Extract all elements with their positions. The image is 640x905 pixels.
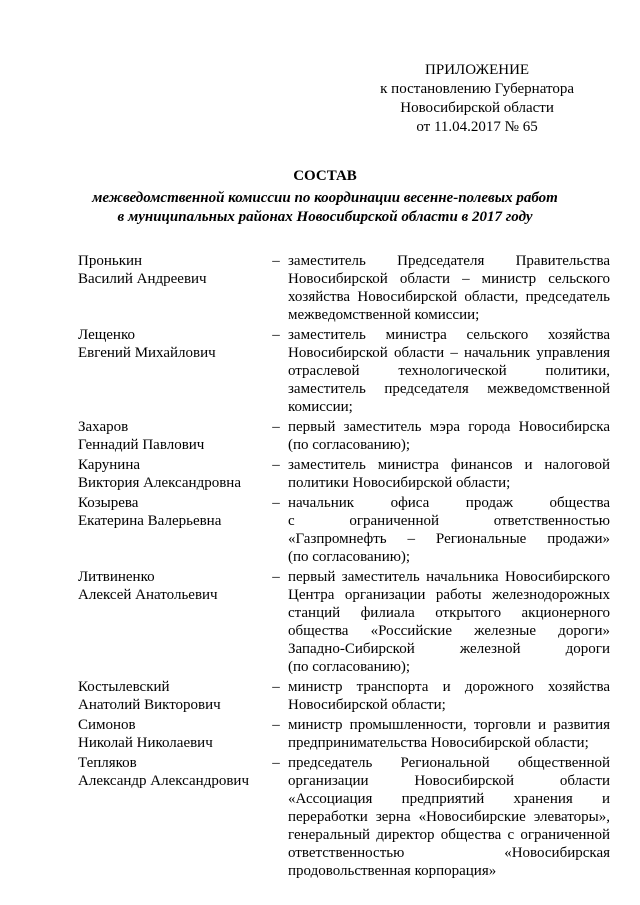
member-role-line: Центра организации работы железнодорожных (288, 587, 610, 603)
member-surname: Лещенко (78, 327, 135, 343)
member-role-line: организации Новосибирской области (288, 773, 610, 789)
member-role-line: «Ассоциация предприятий хранения и (288, 791, 610, 807)
appendix-decree-ref: к постановлению Губернатора (380, 81, 574, 97)
member-role-line: политики Новосибирской области; (288, 475, 511, 491)
member-row (78, 568, 610, 676)
member-role-line: министр промышленности, торговли и развития (288, 717, 610, 733)
member-role-line: предпринимательства Новосибирской области; (288, 735, 589, 751)
member-surname: Литвиненко (78, 569, 155, 585)
member-surname: Тепляков (78, 755, 137, 771)
member-name (78, 716, 264, 752)
member-name (78, 252, 264, 288)
member-role-line: заместитель министра сельского хозяйства (288, 327, 610, 343)
member-role-line: продовольственная корпорация» (288, 863, 497, 879)
document-title (70, 167, 580, 227)
member-given-names: Геннадий Павлович (78, 437, 205, 453)
member-role-line: заместитель председателя межведомственной (288, 381, 610, 397)
member-role-line: заместитель Председателя Правительства (288, 253, 610, 269)
member-name (78, 418, 264, 454)
member-role-line: Новосибирской области – министр сельского (288, 271, 610, 287)
member-role-line: отраслевой технологической политики, (288, 363, 610, 379)
member-role (288, 754, 610, 880)
member-role-line: первый заместитель мэра города Новосибирска (288, 419, 610, 435)
appendix-date-number: от 11.04.2017 № 65 (416, 119, 538, 135)
member-role-line: первый заместитель начальника Новосибирского (288, 569, 610, 585)
member-role-line: с ограниченной ответственностью (288, 513, 610, 529)
member-given-names: Александр Александрович (78, 773, 249, 789)
member-role-line: Новосибирской области; (288, 697, 446, 713)
member-name (78, 754, 264, 790)
member-given-names: Анатолий Викторович (78, 697, 221, 713)
member-given-names: Екатерина Валерьевна (78, 513, 222, 529)
member-surname: Симонов (78, 717, 136, 733)
member-dash: – (272, 717, 280, 733)
appendix-label: ПРИЛОЖЕНИЕ (425, 62, 530, 78)
member-given-names: Николай Николаевич (78, 735, 213, 751)
member-surname: Карунина (78, 457, 141, 473)
member-dash: – (272, 419, 280, 435)
title-subtitle-line-2: в муниципальных районах Новосибирской области в 2017 году (117, 209, 533, 225)
member-row (78, 678, 610, 714)
member-role-line: переработки зерна «Новосибирские элеваторы», (288, 809, 610, 825)
member-role-line: ответственностью «Новосибирская (288, 845, 610, 861)
member-name (78, 494, 264, 530)
member-name (78, 326, 264, 362)
member-role-line: хозяйства Новосибирской области, председатель (288, 289, 610, 305)
member-row (78, 716, 610, 752)
member-dash: – (272, 679, 280, 695)
member-surname: Пронькин (78, 253, 143, 269)
member-role-line: (по согласованию); (288, 549, 411, 565)
appendix-header (380, 61, 574, 137)
member-role-line: заместитель министра финансов и налоговой (288, 457, 610, 473)
member-row (78, 418, 610, 454)
member-role (288, 418, 610, 454)
member-name (78, 678, 264, 714)
member-role-line: Западно-Сибирской железной дороги (288, 641, 610, 657)
member-role (288, 716, 610, 752)
member-row (78, 326, 610, 416)
member-dash: – (272, 755, 280, 771)
member-given-names: Василий Андреевич (78, 271, 207, 287)
member-role (288, 568, 610, 676)
member-row (78, 494, 610, 566)
title-heading: СОСТАВ (293, 168, 357, 184)
appendix-region: Новосибирской области (400, 100, 554, 116)
title-subtitle-line-1: межведомственной комиссии по координации весенне-полевых работ (92, 190, 558, 206)
member-role-line: Новосибирской области – начальник управления (288, 345, 610, 361)
member-row (78, 252, 610, 324)
member-role-line: станций филиала открытого акционерного (288, 605, 610, 621)
member-surname: Костылевский (78, 679, 170, 695)
member-given-names: Виктория Александровна (78, 475, 241, 491)
member-role-line: «Газпромнефть – Региональные продажи» (288, 531, 610, 547)
member-role (288, 678, 610, 714)
member-role (288, 252, 610, 324)
member-role-line: комиссии; (288, 399, 353, 415)
member-role-line: (по согласованию); (288, 659, 411, 675)
member-name (78, 568, 264, 604)
member-role (288, 456, 610, 492)
member-surname: Захаров (78, 419, 129, 435)
member-role-line: (по согласованию); (288, 437, 411, 453)
member-dash: – (272, 253, 280, 269)
member-role-line: председатель Региональной общественной (288, 755, 610, 771)
member-given-names: Евгений Михайлович (78, 345, 216, 361)
member-dash: – (272, 457, 280, 473)
member-surname: Козырева (78, 495, 139, 511)
member-dash: – (272, 327, 280, 343)
member-row (78, 456, 610, 492)
member-role-line: общества «Российские железные дороги» (288, 623, 610, 639)
member-role (288, 494, 610, 566)
member-name (78, 456, 264, 492)
member-row (78, 754, 610, 880)
member-role-line: межведомственной комиссии; (288, 307, 480, 323)
member-given-names: Алексей Анатольевич (78, 587, 218, 603)
commission-members-list (78, 252, 610, 882)
member-role-line: министр транспорта и дорожного хозяйства (288, 679, 610, 695)
member-role (288, 326, 610, 416)
member-role-line: начальник офиса продаж общества (288, 495, 610, 511)
member-dash: – (272, 569, 280, 585)
member-dash: – (272, 495, 280, 511)
member-role-line: генеральный директор общества с ограниченной (288, 827, 610, 843)
